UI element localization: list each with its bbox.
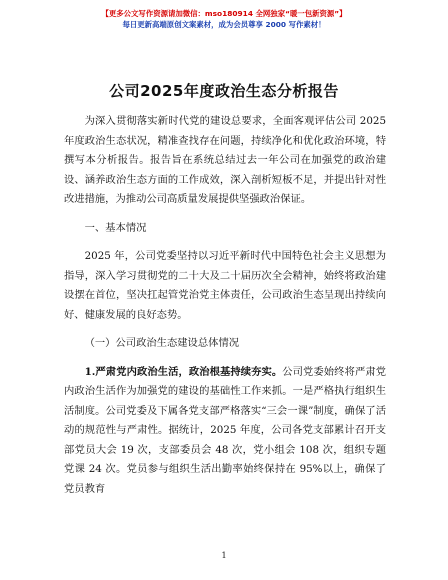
header-banner (0, 8, 448, 30)
item1-paragraph (64, 363, 386, 500)
subsection-heading-overall: （一）公司政治生态建设总体情况 (84, 337, 240, 349)
header-subtitle-line: 每日更新高端原创文案素材，成为会员尊享 2000 写作素材！ (122, 20, 326, 29)
document-body (64, 112, 386, 499)
item1-body: 公司党委始终将严肃党内政治生活作为加强党的建设的基础性工作来抓。一是严格执行组织生活制度。公司党委及下属各党支部严格落实“三会一课”制度，确保了活动的规范性与严肃性。据统计，2025 年度，公司各党支部累计召开支部党员大会 19 次，支部委员会 48 次，党小组会 108 次，组织专题党课 24 次。党员参与组织生活出勤率始终保持在 95%以上，确保了党员教育 (64, 365, 387, 495)
header-promo-line: 【更多公文写作资源请加微信：mso180914 全网独家“暖一包新资源”】 (101, 9, 347, 18)
item1-lead: 1.严肃党内政治生活，政治根基持续夯实。 (84, 365, 283, 378)
section-heading-basic-situation: 一、基本情况 (84, 221, 147, 234)
document-title: 公司2025年度政治生态分析报告 (109, 82, 339, 100)
intro-paragraph: 为深入贯彻落实新时代党的建设总要求，全面客观评估公司 2025 年度政治生态状况，精准查找存在问题，持续净化和优化政治环境，特撰写本分析报告。报告旨在系统总结过去一年公司在加强党的政治建设、涵养政治生态方面的工作成效，深入剖析短板不足，并提出针对性改进措施，为推动公司高质量发展提供坚强政治保证。 (64, 115, 386, 205)
section1-paragraph: 2025 年，公司党委坚持以习近平新时代中国特色社会主义思想为指导，深入学习贯彻党的二十大及二十届历次全会精神，始终将政治建设摆在首位，坚决扛起管党治党主体责任，公司政治生态呈现出持续向好、健康发展的良好态势。 (64, 250, 386, 321)
page-number: 1 (221, 551, 227, 560)
